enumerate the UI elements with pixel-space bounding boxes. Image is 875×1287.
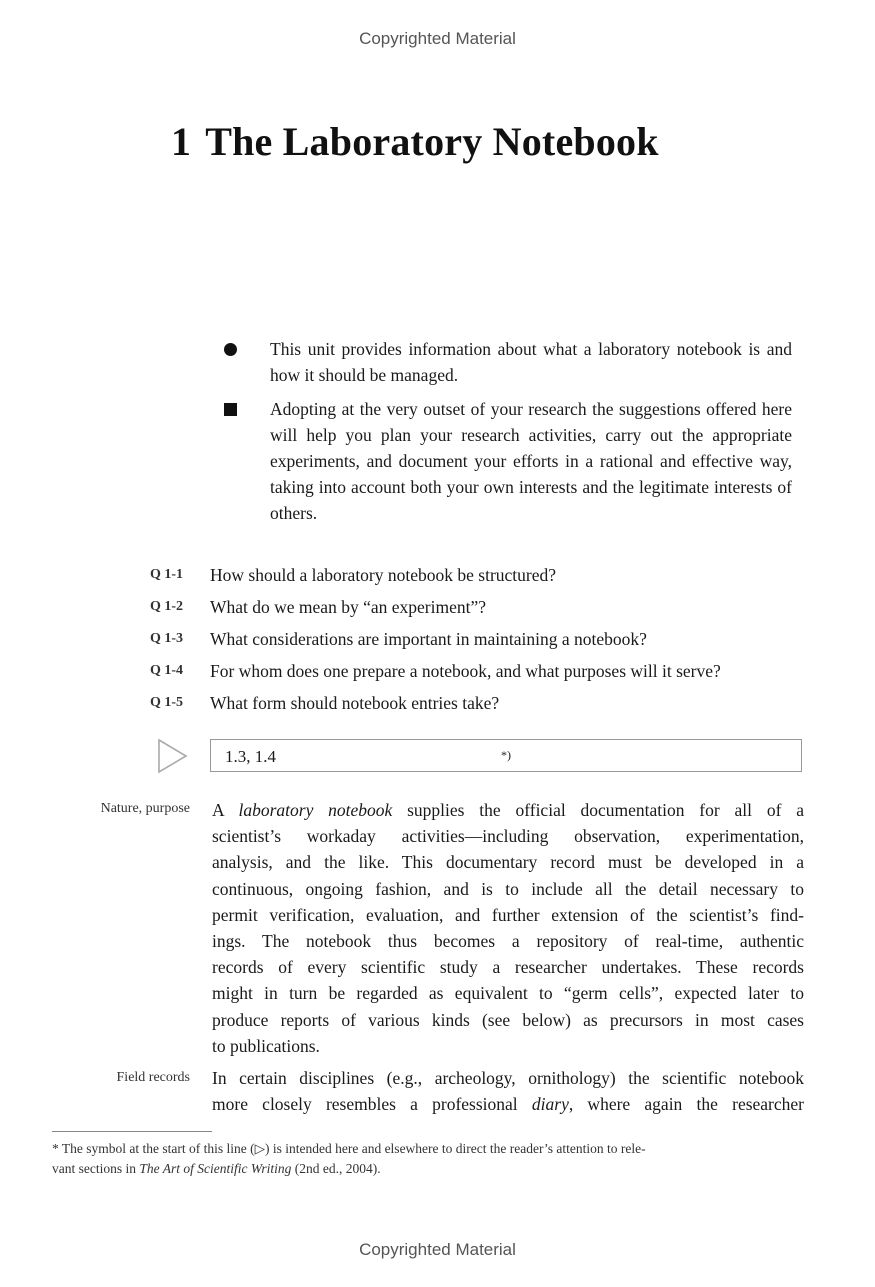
question-text: How should a laboratory notebook be structured? — [210, 564, 557, 585]
term-diary: diary — [531, 1094, 569, 1115]
term-laboratory-notebook: laboratory notebook — [238, 800, 393, 820]
footnote-marker: *) — [501, 748, 511, 762]
question-id: Q 1-2 — [150, 599, 184, 614]
paragraph-nature-purpose — [212, 797, 804, 1059]
question-text: What considerations are important in maintaining a notebook? — [210, 628, 647, 649]
question-item — [150, 591, 810, 623]
text-run: supplies the official documentation for all of a — [392, 800, 804, 820]
text-line: scientist’s workaday activities—including observation, experimentation, — [212, 826, 804, 847]
margin-note-field: Field records — [116, 1070, 190, 1085]
question-text: What form should notebook entries take? — [210, 692, 500, 713]
question-id: Q 1-3 — [150, 631, 184, 646]
question-text: For whom does one prepare a notebook, and what purposes will it serve? — [210, 660, 721, 681]
cross-reference-sections: 1.3, 1.4 — [225, 747, 276, 766]
question-list — [150, 559, 810, 719]
question-id: Q 1-5 — [150, 695, 184, 710]
text-run: more closely resembles a professional — [212, 1094, 532, 1115]
text-line: ings. The notebook thus becomes a repository of real-time, authentic — [212, 931, 804, 952]
question-item — [150, 655, 810, 687]
text-line: permit verification, evaluation, and further extension of the scientist’s find- — [212, 904, 804, 925]
bullet-square-icon — [224, 403, 237, 416]
text-run: * The symbol at the start of this line ( — [52, 1141, 255, 1156]
text-line: analysis, and the like. This documentary record must be developed in a — [212, 852, 804, 873]
summary-bullet — [222, 396, 792, 526]
triangle-icon: ▷ — [254, 1141, 265, 1156]
chapter-title-text: The Laboratory Notebook — [205, 119, 659, 164]
question-item — [150, 687, 810, 719]
summary-text: Adopting at the very outset of your research the suggestions offered here will help you plan your research activities, carry out the appropriate experiments, and document your efforts in a rational and effective way, taking into account both your own interests and the legitimate interests of others. — [270, 399, 792, 523]
text-run: vant sections in — [52, 1161, 140, 1176]
summary-bullet — [222, 336, 792, 388]
question-id: Q 1-4 — [150, 663, 184, 678]
footnote — [52, 1139, 806, 1179]
text-line: In certain disciplines (e.g., archeology, ornithology) the scientific notebook — [212, 1068, 804, 1088]
chapter-title — [171, 118, 659, 165]
text-line: produce reports of various kinds (see below) as precursors in most cases — [212, 1009, 804, 1030]
footnote-line — [52, 1139, 806, 1159]
question-item — [150, 623, 810, 655]
text-line: might in turn be regarded as equivalent to “germ cells”, expected later to — [212, 983, 804, 1004]
cross-reference-triangle-icon — [157, 738, 189, 774]
summary-text: This unit provides information about what a laboratory notebook is and how it should be managed. — [270, 339, 792, 385]
text-line — [212, 1091, 804, 1117]
text-line: to publications. — [212, 1035, 320, 1056]
margin-note-nature: Nature, purpose — [100, 801, 190, 816]
footnote-line — [52, 1159, 806, 1179]
text-run: (2nd ed., 2004). — [291, 1161, 381, 1176]
text-line — [212, 797, 804, 823]
question-text: What do we mean by “an experiment”? — [210, 596, 486, 617]
copyright-watermark-bottom: Copyrighted Material — [359, 1240, 516, 1259]
text-line: records of every scientific study a researcher undertakes. These records — [212, 957, 804, 978]
text-run: ) is intended here and elsewhere to direct the reader’s attention to rele- — [264, 1141, 646, 1156]
text-line: continuous, ongoing fashion, and is to include all the detail necessary to — [212, 878, 804, 899]
chapter-number: 1 — [171, 119, 192, 164]
book-title: The Art of Scientific Writing — [139, 1161, 292, 1176]
text-run: A — [212, 800, 239, 820]
bullet-circle-icon — [224, 343, 237, 356]
question-item — [150, 559, 810, 591]
copyright-watermark-top: Copyrighted Material — [359, 29, 516, 48]
question-id: Q 1-1 — [150, 567, 184, 582]
paragraph-field-records — [212, 1065, 804, 1117]
footnote-divider — [52, 1131, 212, 1132]
unit-summary — [222, 336, 792, 526]
cross-reference-box — [210, 739, 802, 772]
text-run: , where again the researcher — [568, 1094, 804, 1115]
